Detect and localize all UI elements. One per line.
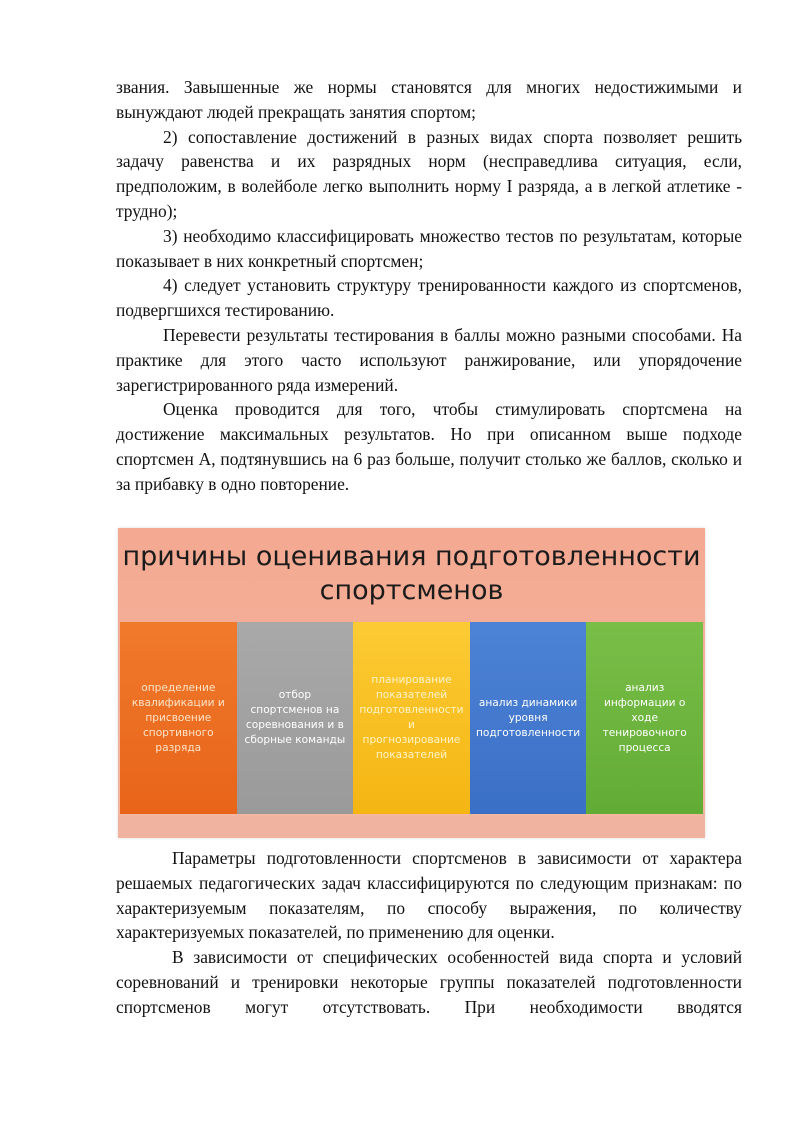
paragraph: Оценка проводится для того, чтобы стимулировать спортсмена на достижение максимальных результатов. Но при описанном выше подходе спортсмен А, подтянувшись на 6 раз больше, получит столько же баллов, сколько и за прибавку в одно повторение. [116,399,742,494]
diagram-columns [120,622,703,814]
diagram-column-label: планирование показателей подготовленности и прогнозирование показателей [359,674,464,761]
diagram-column-training-info [586,622,703,814]
diagram-column-label: анализ динамики уровня подготовленности [475,696,581,739]
top-text-block [116,75,742,497]
paragraph: звания. Завышенные же нормы становятся для многих недостижимыми и вынуждают людей прекращать занятия спортом; [116,77,742,122]
diagram-base-band [118,816,705,838]
diagram-title: причины оценивания подготовленности спортсменов [122,541,701,606]
diagram-column-dynamics [470,622,587,814]
diagram-column-selection [237,622,354,814]
paragraph: Параметры подготовленности спортсменов в зависимости от характера решаемых педагогических задач классифицируются по следующим признакам: по характеризуемым показателям, по способу выражения, по количеству характеризуемых показателей, по применению для оценки. [116,848,742,943]
paragraph: Перевести результаты тестирования в баллы можно разными способами. На практике для этого часто используют ранжирование, или упорядочение зарегистрированного ряда измерений. [116,324,742,395]
diagram-column-label: определение квалификации и присвоение спортивного разряда [131,681,225,754]
diagram-column-label: отбор спортсменов на соревнования и в сборные команды [244,689,346,746]
diagram-column-qualification [120,622,237,814]
bottom-text-block [116,846,742,1020]
diagram-figure [118,528,705,838]
diagram-column-label: анализ информации о ходе тенировочного процесса [602,681,687,754]
paragraph: В зависимости от специфических особенностей вида спорта и условий соревнований и тренировки некоторые группы показателей подготовленности спортсменов могут отсутствовать. При необходимости вводятся [116,947,742,1017]
diagram-column-planning [353,622,470,814]
paragraph: 4) следует установить структуру тренированности каждого из спортсменов, подвергшихся тестированию. [116,275,742,321]
paragraph: 2) сопоставление достижений в разных видах спорта позволяет решить задачу равенства и их разрядных норм (несправедлива ситуация, если, предположим, в волейболе легко выполнить норму I разряда, а в легкой атлетике - трудно); [116,126,742,221]
paragraph: 3) необходимо классифицировать множество тестов по результатам, которые показывает в них конкретный спортсмен; [116,225,742,271]
